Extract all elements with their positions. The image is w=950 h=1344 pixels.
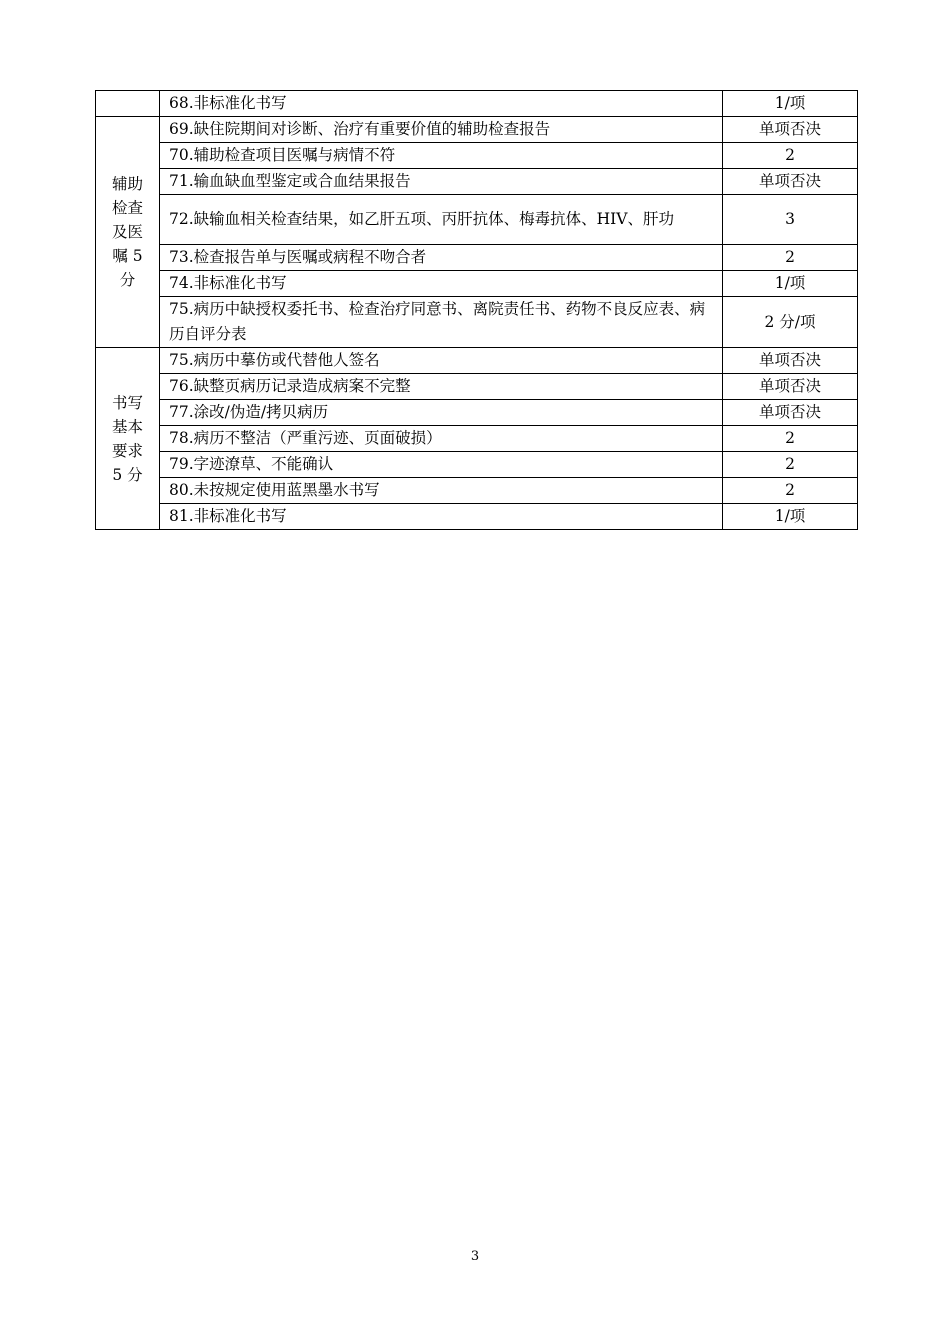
table-row (96, 400, 858, 426)
item-cell: 71.输血缺血型鉴定或合血结果报告 (160, 169, 723, 195)
score-cell: 单项否决 (723, 348, 858, 374)
item-cell: 72.缺输血相关检查结果，如乙肝五项、丙肝抗体、梅毒抗体、HIV、肝功 (160, 195, 723, 245)
category-cell-writing-basics: 书写 基本 要求 5 分 (96, 348, 160, 530)
score-cell: 2 分/项 (723, 297, 858, 348)
score-cell: 单项否决 (723, 400, 858, 426)
score-cell: 3 (723, 195, 858, 245)
item-cell: 81.非标准化书写 (160, 504, 723, 530)
table-row (96, 297, 858, 348)
table-row (96, 91, 858, 117)
score-cell: 1/项 (723, 504, 858, 530)
category-cell (96, 91, 160, 117)
table-row (96, 117, 858, 143)
score-cell: 2 (723, 452, 858, 478)
table-row (96, 452, 858, 478)
score-cell: 2 (723, 478, 858, 504)
item-cell: 68.非标准化书写 (160, 91, 723, 117)
table-row (96, 426, 858, 452)
score-cell: 2 (723, 245, 858, 271)
table-row (96, 478, 858, 504)
page-number: 3 (470, 1249, 480, 1264)
score-cell: 1/项 (723, 271, 858, 297)
score-cell: 单项否决 (723, 374, 858, 400)
item-cell: 78.病历不整洁（严重污迹、页面破损） (160, 426, 723, 452)
item-cell: 74.非标准化书写 (160, 271, 723, 297)
table-row (96, 245, 858, 271)
table-row (96, 504, 858, 530)
item-cell: 75.病历中缺授权委托书、检查治疗同意书、离院责任书、药物不良反应表、病历自评分表 (160, 297, 723, 348)
item-cell: 70.辅助检查项目医嘱与病情不符 (160, 143, 723, 169)
item-cell: 69.缺住院期间对诊断、治疗有重要价值的辅助检查报告 (160, 117, 723, 143)
table-row (96, 169, 858, 195)
scoring-table (95, 90, 858, 530)
item-cell: 73.检查报告单与医嘱或病程不吻合者 (160, 245, 723, 271)
score-cell: 2 (723, 426, 858, 452)
item-cell: 75.病历中摹仿或代替他人签名 (160, 348, 723, 374)
category-cell-auxiliary-exam: 辅助 检查 及医 嘱 5 分 (96, 117, 160, 348)
table-row (96, 271, 858, 297)
item-cell: 80.未按规定使用蓝黑墨水书写 (160, 478, 723, 504)
item-cell: 79.字迹潦草、不能确认 (160, 452, 723, 478)
score-cell: 2 (723, 143, 858, 169)
table-row (96, 374, 858, 400)
item-cell: 77.涂改/伪造/拷贝病历 (160, 400, 723, 426)
item-cell: 76.缺整页病历记录造成病案不完整 (160, 374, 723, 400)
table-row (96, 348, 858, 374)
table-row (96, 195, 858, 245)
score-cell: 1/项 (723, 91, 858, 117)
table-row (96, 143, 858, 169)
score-cell: 单项否决 (723, 169, 858, 195)
score-cell: 单项否决 (723, 117, 858, 143)
